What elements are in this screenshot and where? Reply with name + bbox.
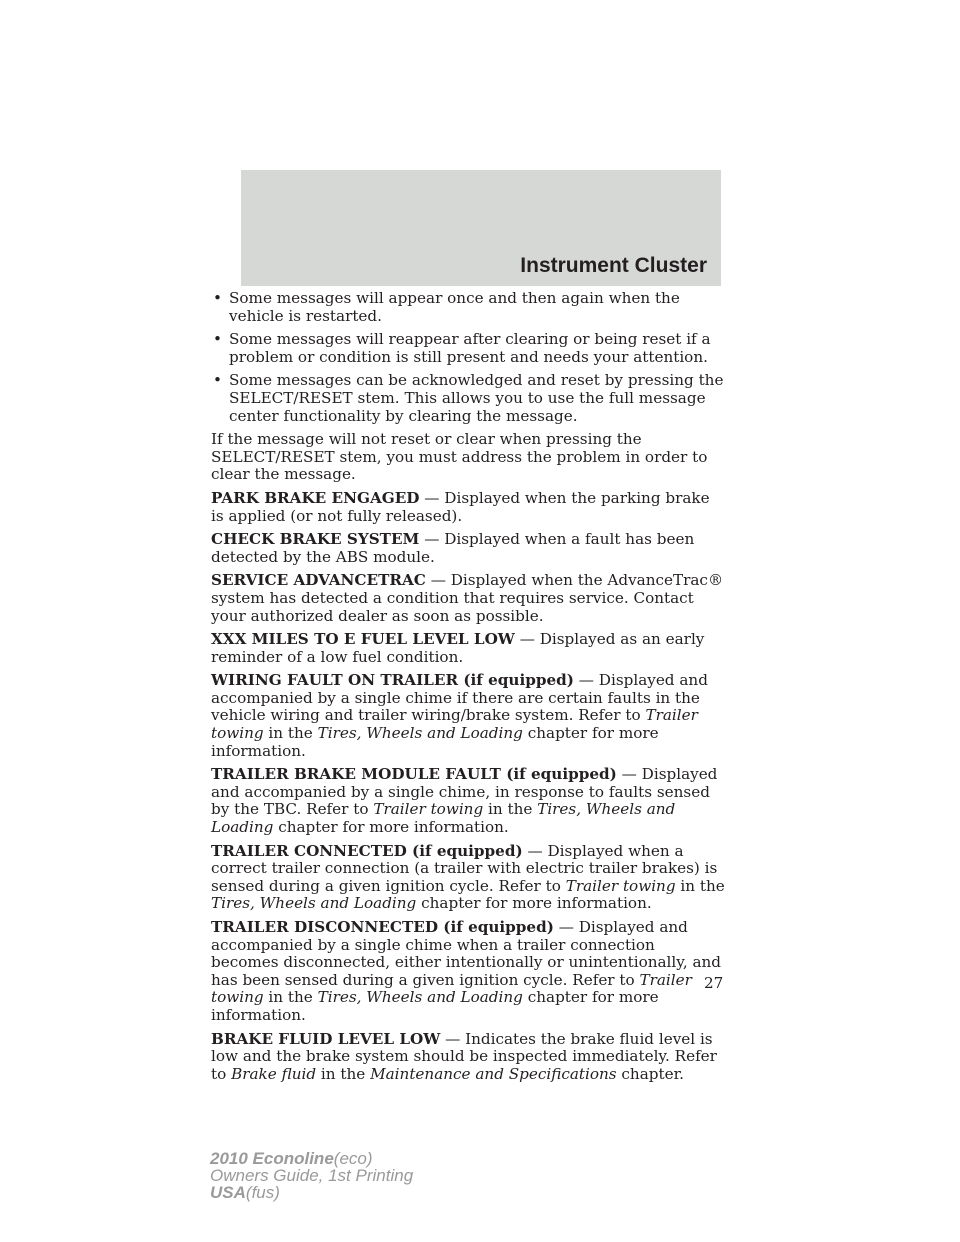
- cross-reference: Trailer towing: [373, 800, 484, 819]
- list-item: • Some messages can be acknowledged and reset by pressing the SELECT/RESET stem. This allows you to use the full message center functionality by clearing the message.: [213, 371, 724, 425]
- footer-line-guide: Owners Guide, 1st Printing: [210, 1166, 414, 1185]
- cross-reference: Trailer towing: [211, 706, 698, 743]
- page-content: [211, 290, 726, 1089]
- header-band: [241, 170, 721, 286]
- footer: [210, 1150, 413, 1201]
- entry-fuel-low: XXX MILES TO E FUEL LEVEL LOW — Displayed as an early reminder of a low fuel condition.: [211, 630, 705, 666]
- cross-reference: Trailer towing: [565, 876, 676, 895]
- entry-park-brake: PARK BRAKE ENGAGED — Displayed when the parking brake is applied (or not fully released).: [211, 488, 710, 525]
- chapter-reference: Tires, Wheels and Loading: [211, 800, 676, 837]
- chapter-reference: Tires, Wheels and Loading: [317, 724, 523, 743]
- list-item: • Some messages will reappear after clearing or being reset if a problem or condition is still present and needs your attention.: [213, 330, 711, 366]
- entry-trailer-connected: TRAILER CONNECTED (if equipped) — Displayed when a correct trailer connection (a trailer with electric trailer brakes) is sensed during a given ignition cycle. Refer to Trailer towing in the Tires, Wheels and Loading chapter for more information.: [211, 841, 725, 913]
- entry-wiring-fault: WIRING FAULT ON TRAILER (if equipped) — Displayed and accompanied by a single chime if there are certain faults in the vehicle wiring and trailer wiring/brake system. Refer to Trailer towing in the Tires, Wheels and Loading chapter for more information.: [211, 671, 708, 760]
- footer-line-region: USA(fus): [210, 1183, 280, 1202]
- entry-trailer-brake-fault: TRAILER BRAKE MODULE FAULT (if equipped) — Displayed and accompanied by a single chime, in response to faults sensed by the TBC. Refer to Trailer towing in the Tires, Wheels and Loading chapter for more information.: [211, 765, 718, 837]
- entry-brake-fluid: BRAKE FLUID LEVEL LOW — Indicates the brake fluid level is low and the brake system should be inspected immediately. Refer to Brake fluid in the Maintenance and Specifications chapter.: [211, 1029, 717, 1083]
- entry-trailer-disconnected: TRAILER DISCONNECTED (if equipped) — Displayed and accompanied by a single chime when a trailer connection becomes disconnected, either intentionally or unintentionally, and has been sensed during a given ignition cycle. Refer to Trailer towing in the Tires, Wheels and Loading chapter for more information.: [211, 918, 722, 1024]
- chapter-reference: Tires, Wheels and Loading: [211, 894, 417, 913]
- bullet-icon: •: [213, 330, 222, 349]
- list-item: • Some messages will appear once and then again when the vehicle is restarted.: [213, 289, 680, 325]
- footer-line-model: 2010 Econoline(eco): [210, 1149, 373, 1168]
- chapter-reference: Maintenance and Specifications: [370, 1064, 617, 1083]
- bullet-icon: •: [213, 289, 222, 307]
- entry-check-brake: CHECK BRAKE SYSTEM — Displayed when a fault has been detected by the ABS module.: [211, 530, 695, 566]
- page-number: 27: [704, 974, 724, 992]
- entry-advancetrac: SERVICE ADVANCETRAC — Displayed when the AdvanceTrac® system has detected a condition that requires service. Contact your authorized dealer as soon as possible.: [211, 571, 724, 625]
- section-title: Instrument Cluster: [520, 254, 707, 277]
- cross-reference: Trailer towing: [211, 970, 692, 1007]
- chapter-reference: Tires, Wheels and Loading: [317, 988, 523, 1007]
- bullet-icon: •: [213, 371, 222, 390]
- intro-paragraph: If the message will not reset or clear when pressing the SELECT/RESET stem, you must address the problem in order to clear the message.: [211, 430, 708, 484]
- cross-reference: Brake fluid: [231, 1064, 317, 1083]
